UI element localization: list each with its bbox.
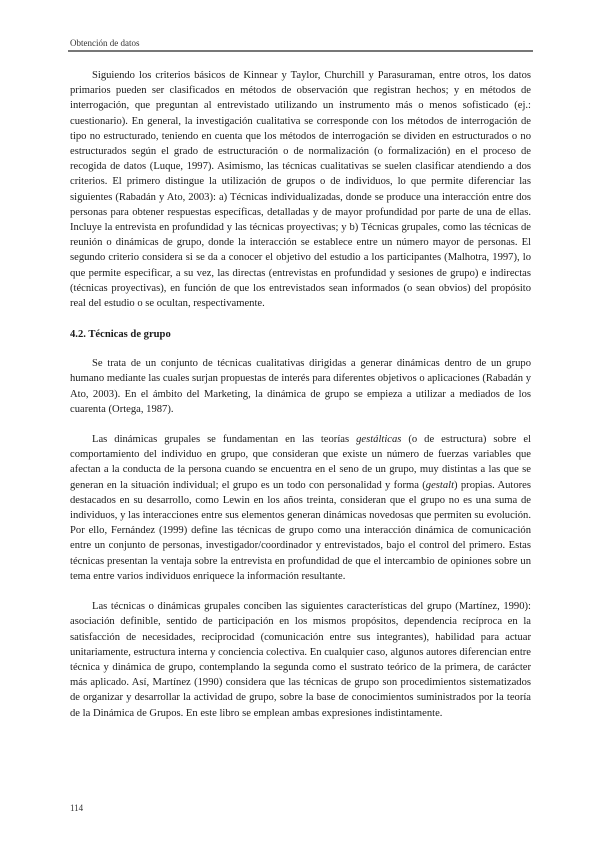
section-heading: 4.2. Técnicas de grupo — [70, 329, 171, 341]
header-divider — [68, 50, 533, 52]
paragraph-text: Las dinámicas grupales se fundamentan en las teorías — [92, 434, 357, 446]
page-body — [70, 68, 531, 721]
paragraph-text: (o de estructura) sobre el comportamiento del individuo en grupo, que consideran que existe un número de fuerzas variables que afectan a la conducta de la persona cuando se encuentra en el seno de un grupo, muy distintas a las que se generan en la situación individual; el grupo es un todo con personalidad y forma ( — [70, 434, 531, 491]
section-paragraph-3: Las técnicas o dinámicas grupales conciben las siguientes características del grupo (Martínez, 1990): asociación definible, sentido de participación en los mismos propósitos, dependencia recíproca en la satisfacción de necesidades, reciprocidad (comunicación entre sus integrantes), habilidad para actuar unitariamente, estructura interna y conciencia colectiva. En cualquier caso, algunos autores diferencian entre técnica y dinámica de grupo, contemplando la segunda como el sustrato teórico de la primera, de carácter más aplicado. Así, Martínez (1990) considera que las técnicas de grupo son procedimientos sistematizados de organizar y desarrollar la actividad de grupo, sobre la base de conocimientos suministrados por la teoría de la Dinámica de Grupos. En este libro se emplean ambas expresiones indistintamente. — [70, 601, 531, 719]
section-paragraph-2 — [70, 432, 531, 584]
intro-paragraph: Siguiendo los criterios básicos de Kinnear y Taylor, Churchill y Parasuraman, entre otros, los datos primarios pueden ser clasificados en métodos de observación que registran hechos; y en métodos de interrogación, que preguntan al entrevistado utilizando un instrumento más o menos sofisticado (ej.: cuestionario). En general, la investigación cualitativa se corresponde con los métodos de interrogación de tipo no estructurado, teniendo en cuenta que los métodos de interrogación se dividen en estructurados o no estructurados según el grado de estructuración o de normalización (o formalización) en el proceso de recogida de datos (Luque, 1997). Asimismo, las técnicas cualitativas se suelen clasificar atendiendo a dos criterios. El primero distingue la utilización de grupos o de individuos, lo que permite diferenciar las siguientes (Rabadán y Ato, 2003): a) Técnicas individualizadas, donde se produce una interacción entre dos personas para obtener respuestas específicas, detalladas y de mayor profundidad por parte de una de ellas. Incluye la entrevista en profundidad y las técnicas proyectivas; y b) Técnicas grupales, como las técnicas de reunión o dinámicas de grupo, donde la interacción se establece entre un número mayor de personas. El segundo criterio considera si se da a conocer el objetivo del estudio a los participantes (Malhotra, 1997), lo que permite especificar, a su vez, las directas (entrevistas en profundidad y sesiones de grupo) e indirectas (técnicas proyectivas), en función de que los entrevistados sean informados (o sean obvios) del propósito real del estudio o se ocultan, respectivamente. — [70, 70, 531, 310]
running-header: Obtención de datos — [70, 38, 140, 48]
page-number: 114 — [70, 803, 84, 813]
italic-term: gestalt — [425, 479, 455, 491]
paragraph-text: ) propias. Autores destacados en su desarrollo, como Lewin en los años treinta, consideran que el grupo no es una suma de individuos, y las interacciones entre sus elementos generan dinámicas novedosas que permiten su evolución. Por ello, Fernández (1999) define las técnicas de grupo como una interacción dinámica de comunicación entre un conjunto de personas, investigador/coordinador y entrevistados, bajo el control del primero. Estas técnicas presentan la ventaja sobre la entrevista en profundidad de que el intercambio de opiniones sobre un tema entre varios individuos enriquece la información resultante. — [70, 479, 531, 582]
italic-term: gestálticas — [356, 434, 402, 446]
section-paragraph-1: Se trata de un conjunto de técnicas cualitativas dirigidas a generar dinámicas dentro de un grupo humano mediante las cuales surjan propuestas de interés para diferentes objetivos o aplicaciones (Rabadán y Ato, 2003). En el ámbito del Marketing, la dinámica de grupo se empieza a utilizar a mediados de los cuarenta (Ortega, 1987). — [70, 358, 531, 415]
